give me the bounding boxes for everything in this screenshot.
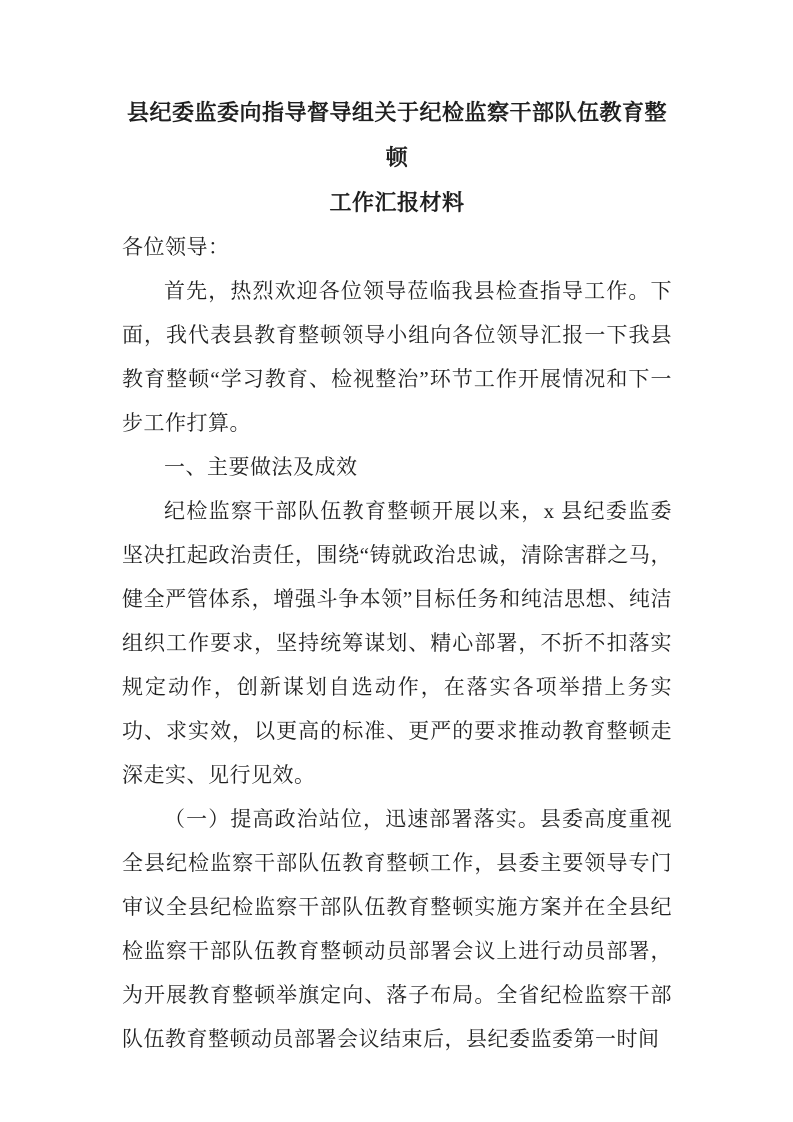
document-title-line-1: 县纪委监委向指导督导组关于纪检监察干部队伍教育整顿 xyxy=(126,100,667,170)
document-title-line-2: 工作汇报材料 xyxy=(329,190,465,215)
paragraph-political-stance-deployment: （一）提高政治站位，迅速部署落实。县委高度重视全县纪检监察干部队伍教育整顿工作，县委主要领导专门审议全县纪检监察干部队伍教育整顿实施方案并在全县纪检监察干部队伍教育整顿动员部署会议上进行动员部署，为开展教育整顿举旗定向、落子布局。全省纪检监察干部队伍教育整顿动员部署会议结束后，县纪委监委第一时间 xyxy=(122,807,672,1051)
paragraph-education-rectification-overview: 纪检监察干部队伍教育整顿开展以来，x 县纪委监委坚决扛起政治责任，围绕“铸就政治忠诚，清除害群之马，健全严管体系，增强斗争本领”目标任务和纯洁思想、纯洁组织工作要求，坚持统筹谋划、精心部署，不折不扣落实规定动作，创新谋划自选动作，在落实各项举措上务实功、求实效，以更高的标准、更严的要求推动教育整顿走深走实、见行见效。 xyxy=(122,499,672,787)
paragraph-welcome-intro: 首先，热烈欢迎各位领导莅临我县检查指导工作。下面，我代表县教育整顿领导小组向各位领导汇报一下我县教育整顿“学习教育、检视整治”环节工作开展情况和下一步工作打算。 xyxy=(122,279,672,435)
section-heading-main-practices: 一、主要做法及成效 xyxy=(164,455,358,479)
document-title xyxy=(122,90,672,225)
salutation: 各位领导： xyxy=(122,235,230,259)
